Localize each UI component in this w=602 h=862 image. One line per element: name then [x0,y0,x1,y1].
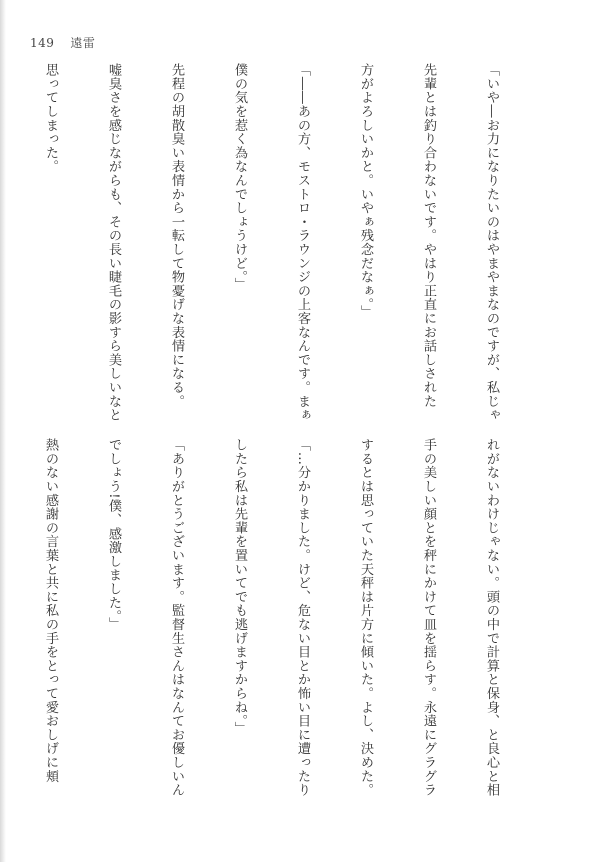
text-line: したら私は先輩を置いてでも逃げますからね。」 [232,438,247,735]
text-line: 「…分かりました。けど、危ない目とか怖い目に遭ったり [295,438,310,797]
text-line: 方がよろしいかと。いやぁ残念だなぁ。」 [358,63,373,319]
text-line: 手の美しい顔とを秤にかけて皿を揺らす。永遠にグラグラ [421,438,436,797]
text-line: 「ありがとうございます。監督生さんはなんてお優しいん [169,438,184,797]
chapter-title: 遠雷 [70,36,96,50]
text-line: でしょう!僕、感激しました。」 [106,438,121,631]
text-block-upper [0,63,544,422]
text-block-lower [0,438,544,797]
text-line: れがないわけじゃない。頭の中で計算と保身、と良心と相 [484,438,499,797]
text-line: 「――あの方、モストロ・ラウンジの上客なんです。まぁ [295,63,310,422]
text-line: 思ってしまった。 [43,63,58,174]
running-header [30,34,95,51]
text-line: するとは思っていた天秤は片方に傾いた。よし、決めた。 [358,438,373,797]
text-line: 先程の胡散臭い表情から一転して物憂げな表情になる。 [169,63,184,408]
text-line: 嘘臭さを感じながらも、その長い睫毛の影すら美しいなと [106,63,121,422]
text-line: 「いや―お力になりたいのはやまやまなのですが、私じゃ [484,63,499,422]
text-line: 先輩とは釣り合わないです。やはり正直にお話しされた [421,63,436,408]
text-line: 熱のない感謝の言葉と共に私の手をとって愛おしげに頬 [43,438,58,783]
page-number: 149 [30,36,55,50]
text-line: 僕の気を惹く為なんでしょうけど。」 [232,63,247,291]
